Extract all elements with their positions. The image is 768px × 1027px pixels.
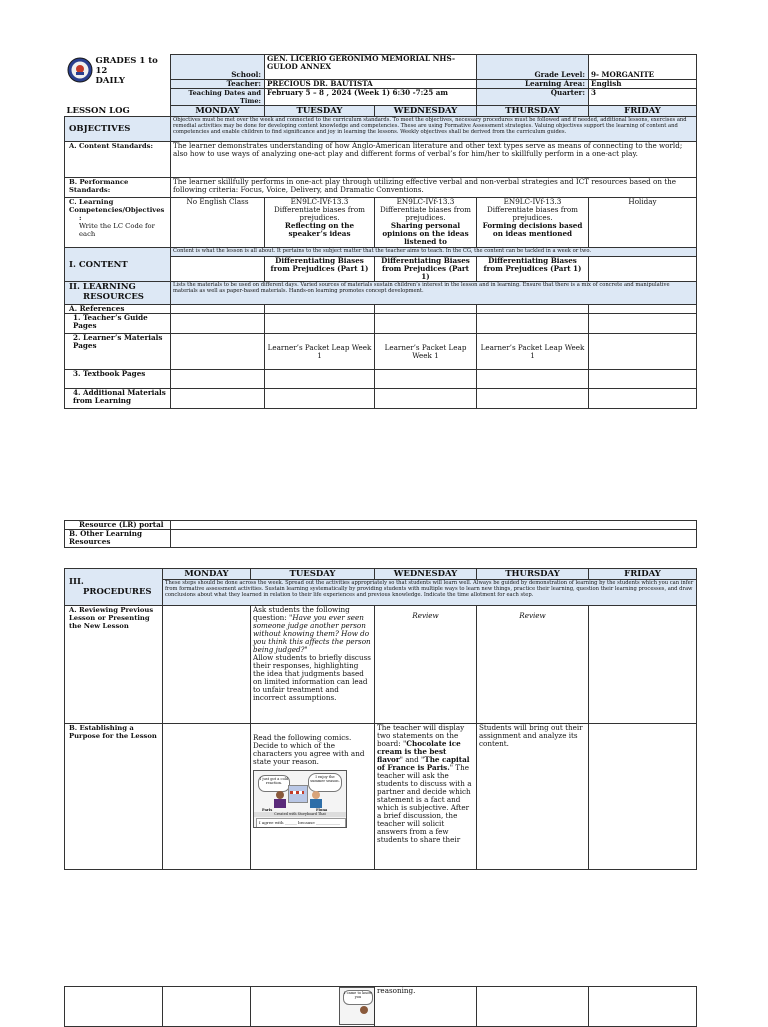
- performance-standards-text: The learner skillfully performs in one-act play through utilizing effective verbal and non-verbal strategies and ICT resources based on the following criteria: Focus, Voice, Delivery, and Dramatic Conventions.: [171, 178, 697, 198]
- reviewing-wednesday: Review: [375, 606, 477, 724]
- speech-bubble-continued-left: I came to know you: [343, 990, 373, 1005]
- day-header-monday: MONDAY: [171, 106, 265, 117]
- title-line-4: LESSON LOG: [66, 105, 130, 116]
- learners-materials-label: 2. Learner’s Materials Pages: [65, 334, 171, 370]
- comic-caption: Created with Storyboard That: [254, 812, 346, 817]
- proc-day-monday: MONDAY: [163, 569, 251, 580]
- lesson-log-procedures-continued: [64, 986, 696, 1027]
- learning-resources-line-1: II. LEARNING: [69, 282, 136, 292]
- purpose-tuesday-text: Read the following comics. Decide to which of the characters you agree with and state your reason.: [253, 733, 365, 766]
- grade-level-value: 9- MORGANITE: [589, 55, 697, 80]
- title-line-3: DAILY: [95, 75, 125, 86]
- awning-icon: [290, 791, 304, 794]
- competency-wednesday-code: EN9LC-IVf-13.3: [396, 197, 455, 206]
- title-block: [65, 55, 171, 106]
- competency-tuesday-text: Differentiate biases from prejudices.: [274, 205, 365, 222]
- school-value: GEN. LICERIO GERONIMO MEMORIAL NHS-GULOD ANNEX: [265, 55, 477, 80]
- quarter-label: Quarter:: [477, 89, 589, 106]
- lesson-log-resources-continued: [64, 520, 696, 548]
- other-resources-label: B. Other Learning Resources: [65, 530, 171, 548]
- performance-standards-label: B. Performance Standards:: [65, 178, 171, 198]
- lesson-log-main: [64, 54, 696, 409]
- additional-materials-label: 4. Additional Materials from Learning: [65, 389, 171, 409]
- content-friday: [589, 257, 697, 282]
- purpose-wednesday-text-1: The teacher will display two statements on the board: ": [377, 723, 465, 748]
- speech-bubble-left: I just got a cold reaction.: [258, 775, 290, 792]
- competency-tuesday: [265, 198, 375, 248]
- proc-day-wednesday: WEDNESDAY: [375, 569, 477, 580]
- day-header-friday: FRIDAY: [589, 106, 697, 117]
- textbook-label: 3. Textbook Pages: [65, 370, 171, 389]
- quarter-value: 3: [589, 89, 697, 106]
- comic-answer-line: I agree with ______ because ____________: [256, 818, 346, 828]
- grade-level-label: Grade Level:: [477, 55, 589, 80]
- objectives-heading: OBJECTIVES: [65, 117, 171, 142]
- title-line-1: GRADES 1 to: [95, 55, 158, 66]
- school-label: School:: [171, 55, 265, 80]
- learning-competencies-cell: [65, 198, 171, 248]
- content-note: Content is what the lesson is all about. It pertains to the subject matter that the teacher aims to teach. In the CG, the content can be tackled in a week or two.: [171, 248, 697, 257]
- speech-bubble-right: I enjoy the summer season.: [308, 773, 342, 792]
- competency-thursday: [477, 198, 589, 248]
- lesson-log-procedures: [64, 568, 696, 870]
- comic-strip-continued-image: [339, 987, 375, 1025]
- comic-strip-image: [253, 770, 347, 828]
- character-left-body-icon: [274, 799, 286, 808]
- procedures-note: These steps should be done across the week. Spread out the activities appropriately so that students will learn well. Always be guided by demonstration of learning by the students which you can infer from formative assessment activities. Sustain learning systematically by providing students with multiple ways to learn new things, practice their learning, question their learning processes, and draw conclusions about what they learned in relation to their life experiences and previous knowledge. Indicate the time allotment for each step.: [163, 580, 697, 606]
- procedures-heading: [65, 569, 163, 606]
- learning-area-value: English: [589, 80, 697, 89]
- competency-thursday-text: Differentiate biases from prejudices.: [487, 205, 578, 222]
- content-heading: I. CONTENT: [65, 248, 171, 282]
- teacher-value: PRECIOUS DR. BAUTISTA: [265, 80, 477, 89]
- purpose-tuesday: [251, 724, 375, 870]
- character-continued-left-icon: [360, 1006, 368, 1014]
- content-monday: [171, 257, 265, 282]
- competency-wednesday: [375, 198, 477, 248]
- competency-monday: No English Class: [171, 198, 265, 248]
- character-right-name: Fiona: [316, 808, 328, 812]
- competency-colon: :: [79, 214, 82, 222]
- character-left-head-icon: [276, 791, 284, 799]
- deped-seal-icon: [67, 57, 93, 83]
- competency-tuesday-code: EN9LC-IVf-13.3: [290, 197, 349, 206]
- learning-resources-note: Lists the materials to be used on different days. Varied sources of materials sustain children’s interest in the lesson and in learning. Ensure that there is a mix of concrete and manipulative materials as well as paper-based materials. Hands-on learning promotes concept development.: [171, 282, 697, 305]
- establishing-purpose-label: B. Establishing a Purpose for the Lesson: [65, 724, 163, 870]
- objectives-note: Objectives must be met over the week and connected to the curriculum standards. To meet the objectives, necessary procedures must be followed and if needed, additional lessons, exercises and remedial activities may be done for developing content knowledge and competencies. These are using Formative Assessment strategies. Valuing objectives support the learning of content and competencies and enable children to find significance and joy in learning the lessons. Weekly objectives shall be derived from the curriculum guides.: [171, 117, 697, 142]
- learning-resources-heading: [65, 282, 171, 305]
- competency-thursday-code: EN9LC-IVf-13.3: [503, 197, 562, 206]
- procedures-line-2: PROCEDURES: [83, 587, 152, 597]
- lm-thursday: Learner’s Packet Leap Week 1: [477, 334, 589, 370]
- content-standards-label: A. Content Standards:: [65, 142, 171, 178]
- procedures-line-1: III.: [69, 577, 84, 587]
- purpose-wednesday: [375, 724, 477, 870]
- learning-area-label: Learning Area:: [477, 80, 589, 89]
- day-header-thursday: THURSDAY: [477, 106, 589, 117]
- building-icon: [288, 785, 308, 803]
- day-header-tuesday: TUESDAY: [265, 106, 375, 117]
- proc-day-friday: FRIDAY: [589, 569, 697, 580]
- character-right-head-icon: [312, 791, 320, 799]
- learning-resources-line-2: RESOURCES: [83, 292, 144, 302]
- lm-wednesday: Learner’s Packet Leap Week 1: [375, 334, 477, 370]
- competency-thursday-focus: Forming decisions based on ideas mentioned: [482, 221, 583, 238]
- character-left-name: Paris: [262, 808, 273, 812]
- competency-friday: Holiday: [589, 198, 697, 248]
- reviewing-tuesday-intro: Ask students the following question:: [253, 605, 350, 622]
- learning-competencies-label: C. Learning Competencies/Objectives: [69, 198, 165, 214]
- proc-day-tuesday: TUESDAY: [251, 569, 375, 580]
- lr-portal-label: Resource (LR) portal: [65, 521, 171, 530]
- content-standards-text: The learner demonstrates understanding of how Anglo-American literature and other text types serve as means of connecting to the world; also how to use ways of analyzing one-act play and different forms of verbal’s for him/her to skillfully perform in a one-act play.: [171, 142, 697, 178]
- teaching-dates-value: February 5 – 8 , 2024 (Week 1) 6:30 -7:25 am: [265, 89, 477, 106]
- references-label: A. References: [65, 305, 171, 314]
- lm-tuesday: Learner’s Packet Leap Week 1: [265, 334, 375, 370]
- purpose-wednesday-statement-1: Chocolate ice cream is the best flavor: [377, 739, 461, 764]
- day-header-wednesday: WEDNESDAY: [375, 106, 477, 117]
- reviewing-tuesday-rest: Allow students to briefly discuss their responses, highlighting the idea that judgments based on limited information can lead to unfair treatment and incorrect assumptions.: [253, 653, 371, 702]
- teaching-dates-label: Teaching Dates and Time:: [171, 89, 265, 106]
- content-wednesday: Differentiating Biases from Prejudices (Part 1): [375, 257, 477, 282]
- content-thursday: Differentiating Biases from Prejudices (Part 1): [477, 257, 589, 282]
- reviewing-tuesday-question: "Have you ever seen someone judge another person without knowing them? How do you think this affects the person being judged?": [253, 613, 371, 654]
- content-tuesday: Differentiating Biases from Prejudices (Part 1): [265, 257, 375, 282]
- purpose-wednesday-text-3: " The teacher will ask the students to discuss with a partner and decide which statement is a fact and which is subjective. After a brief discussion, the teacher will solicit answers from a few students to share their: [377, 763, 472, 844]
- continuation-wednesday: reasoning.: [375, 987, 477, 1027]
- purpose-wednesday-statement-2: The capital of France is Paris.: [377, 755, 470, 772]
- competency-tuesday-focus: Reflecting on the speaker’s ideas: [284, 221, 355, 238]
- title-line-2: 12: [95, 65, 108, 76]
- teacher-label: Teacher:: [171, 80, 265, 89]
- competency-wednesday-text: Differentiate biases from prejudices.: [380, 205, 471, 222]
- reviewing-lesson-label: A. Reviewing Previous Lesson or Presenting the New Lesson: [65, 606, 163, 724]
- competency-wednesday-focus: Sharing personal opinions on the ideas listened to: [382, 221, 469, 246]
- purpose-thursday: Students will bring out their assignment and analyze its content.: [477, 724, 589, 870]
- lc-code-note: Write the LC Code for each: [79, 222, 155, 238]
- reviewing-thursday: Review: [477, 606, 589, 724]
- teachers-guide-label: 1. Teacher’s Guide Pages: [65, 314, 171, 334]
- reviewing-tuesday: [251, 606, 375, 724]
- proc-day-thursday: THURSDAY: [477, 569, 589, 580]
- character-right-body-icon: [310, 799, 322, 808]
- purpose-wednesday-text-2: " and ": [399, 755, 425, 764]
- comic-continued-cell: [251, 987, 375, 1027]
